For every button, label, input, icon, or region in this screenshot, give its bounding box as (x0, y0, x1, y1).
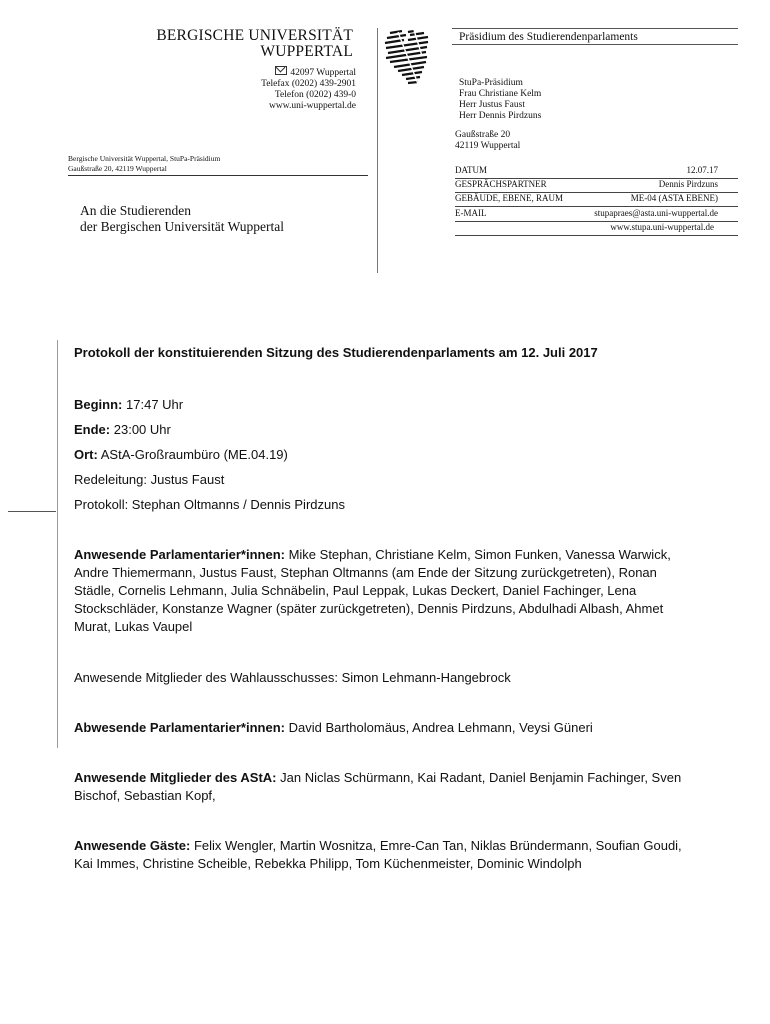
anwesende-gaeste-label: Anwesende Gäste: (74, 838, 191, 853)
asta-mitglieder-label: Anwesende Mitglieder des AStA: (74, 770, 277, 785)
redeleitung-line: Redeleitung: Justus Faust (74, 472, 225, 487)
ort-label: Ort: (74, 447, 98, 462)
info-value: 12.07.17 (686, 165, 718, 175)
university-name-line1: BERGISCHE UNIVERSITÄT (156, 27, 353, 44)
abwesende-parlamentarier-label: Abwesende Parlamentarier*innen: (74, 720, 285, 735)
anwesende-gaeste (74, 837, 690, 873)
sender-line1: Bergische Universität Wuppertal, StuPa-Präsidium (68, 154, 221, 163)
telefon: Telefon (0202) 439-0 (274, 90, 356, 100)
university-website: www.uni-wuppertal.de (269, 101, 356, 111)
praesidium-line: StuPa-Präsidium (459, 78, 523, 88)
postcode-line (200, 66, 356, 79)
anwesende-parlamentarier-label: Anwesende Parlamentarier*innen: (74, 547, 285, 562)
info-label: DATUM (455, 165, 488, 175)
anwesende-parlamentarier (74, 546, 690, 636)
header-vertical-divider (377, 28, 378, 273)
margin-line (57, 340, 58, 748)
website-link[interactable]: www.stupa.uni-wuppertal.de (610, 222, 714, 232)
fold-mark (8, 511, 56, 512)
postcode: 42097 Wuppertal (290, 68, 356, 78)
email-link[interactable]: stupapraes@asta.uni-wuppertal.de (594, 208, 718, 218)
university-name-line2: WUPPERTAL (260, 43, 353, 60)
asta-mitglieder-list: Jan Niclas Schürmann, Kai Radant, Daniel Benjamin Fachinger, Sven Bischof, Sebastian Kopf, (74, 770, 682, 803)
beginn-label: Beginn: (74, 397, 123, 412)
ende-label: Ende: (74, 422, 111, 437)
praesidium-address (455, 130, 520, 152)
info-label: GEBÄUDE, EBENE, RAUM (455, 193, 563, 203)
ort-value: AStA-Großraumbüro (ME.04.19) (100, 447, 288, 462)
ort-line (74, 447, 288, 462)
envelope-icon (275, 66, 287, 75)
sender-divider (68, 175, 368, 176)
recipient-line1: An die Studierenden (80, 203, 191, 218)
praesidium-line: Herr Justus Faust (459, 100, 525, 110)
sender-line2: Gaußstraße 20, 42119 Wuppertal (68, 164, 167, 173)
praesidium-rule-top (452, 28, 738, 29)
info-label: GESPRÄCHSPARTNER (455, 179, 547, 189)
info-row-datum (455, 164, 738, 179)
protocol-heading: Protokoll der konstituierenden Sitzung des Studierendenparlaments am 12. Juli 2017 (74, 345, 598, 360)
beginn-line (74, 397, 183, 412)
ende-line (74, 422, 171, 437)
recipient-address (80, 203, 284, 235)
university-logo-icon (384, 30, 430, 86)
praesidium-rule-bottom (452, 44, 738, 45)
anwesende-gaeste-list: Felix Wengler, Martin Wosnitza, Emre-Can Tan, Niklas Bründermann, Soufian Goudi, Kai Immes, Christine Scheible, Rebekka Philipp, Tom Küchenmeister, Dominic Windolph (74, 838, 682, 871)
praesidium-title: Präsidium des Studierendenparlaments (459, 31, 638, 43)
telefax: Telefax (0202) 439-2901 (261, 79, 356, 89)
info-value: ME-04 (ASTA EBENE) (630, 193, 718, 203)
praesidium-line: Frau Christiane Kelm (459, 89, 542, 99)
abwesende-parlamentarier-list: David Bartholomäus, Andrea Lehmann, Veysi Güneri (288, 720, 593, 735)
wahlausschuss-line: Anwesende Mitglieder des Wahlausschusses: Simon Lehmann-Hangebrock (74, 670, 511, 685)
recipient-line2: der Bergischen Universität Wuppertal (80, 219, 285, 234)
info-value: Dennis Pirdzuns (658, 179, 718, 189)
protokoll-line: Protokoll: Stephan Oltmanns / Dennis Pirdzuns (74, 497, 345, 512)
praesidium-line: Herr Dennis Pirdzuns (459, 111, 542, 121)
info-row-web (455, 221, 738, 236)
info-label: E-MAIL (455, 208, 487, 218)
asta-mitglieder (74, 769, 690, 805)
info-row-gespraechspartner (455, 178, 738, 193)
praesidium-city: 42119 Wuppertal (455, 141, 521, 151)
ende-value: 23:00 Uhr (113, 422, 171, 437)
info-row-email (455, 207, 738, 222)
praesidium-members (459, 78, 541, 122)
university-name (110, 28, 353, 60)
sender-address (68, 154, 368, 174)
university-contact (200, 66, 356, 112)
info-row-gebaeude (455, 192, 738, 207)
beginn-value: 17:47 Uhr (126, 397, 184, 412)
praesidium-street: Gaußstraße 20 (455, 130, 511, 140)
anwesende-parlamentarier-list: Mike Stephan, Christiane Kelm, Simon Funken, Vanessa Warwick, Andre Thiemermann, Justus Faust, Stephan Oltmanns (am Ende der Sitzung zurückgetreten), Ronan Städle, Cornelis Lehmann, Julia Schnäbelin, Paul Leppak, Lukas Deckert, Daniel Fachinger, Lena Stockschläder, Konstanze Wagner (später zurückgetreten), Dennis Pirdzuns, Abdulhadi Albash, Ahmet Murat, Lukas Vaupel (74, 547, 671, 634)
abwesende-parlamentarier (74, 719, 690, 737)
